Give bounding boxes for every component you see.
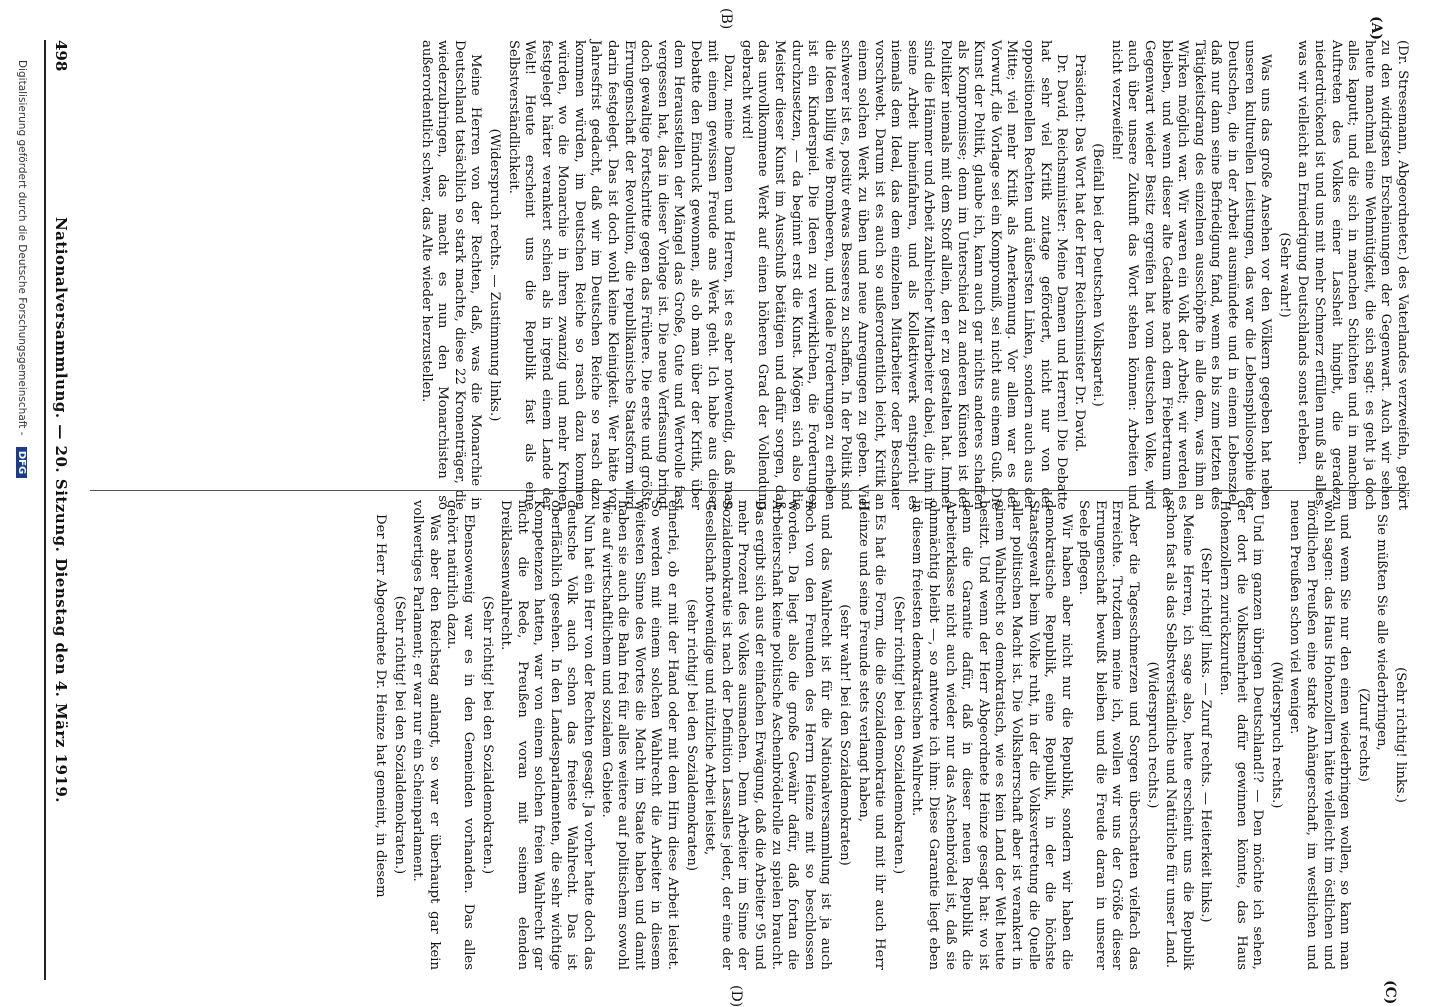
paragraph: Ebensowenig war es in den Gemeinden vorhanden. Das alles gehört natürlich dazu. — [444, 500, 476, 970]
remark: (Beifall bei der Deutschen Volkspartei.) — [1090, 143, 1106, 407]
remark: (sehr richtig! bei den Sozialdemokraten) — [683, 599, 699, 871]
margin-marker-a: (A) — [1368, 16, 1384, 41]
paragraph: Dr. David, Reichsminister: Meine Damen und Herren! Die Debatte hat sehr viel Kritik zutage gefördert, nicht nur von der oppositionellen Rechten und äußersten Linken, sondern auch aus der Mitte; viel mehr Kritik als Anerkennung. Vor allem war es der Vorwurf, die Vorlage sei ein Kompromiß, sei nicht aus einem Guß. Die Kunst der Politik, glaube ich, kann auch gar nichts anderes schaffen als Kompromisse; denn im Unterschied zu anderen Künsten ist der Politiker niemals mit dem Stoff allein, den er zu gestalten hat. Immer sind die Hämmer und Arbeit zahlreicher Mitarbeiter dabei, die ihm in seine Arbeit hineinfahren, und als Kollektivwerk entspricht es niemals dem Ideal, das dem einzelnen Mitarbeiter oder Beschauer vorschwebt. Darum ist es auch so außerordentlich leicht, Kritik an einem solchen Werk zu üben und neue Anregungen zu geben. Viel schwerer ist es, positiv etwas Besseres zu schaffen. In der Politik sind die Ideen billig wie Brombeeren, und ideale Forderungen zu erheben ist ein Kinderspiel. Die Ideen zu verwirklichen, die Forderungen durchzusetzen, — da beginnt erst die Kunst. Mögen sich also die Meister dieser Kunst im Ausschuß betätigen und dafür sorgen, daß das unvollkommene Werk auf einen höheren Grad der Vollendung gebracht wird! — [738, 40, 1070, 510]
paragraph: Meine Herren von der Rechten, daß, was die Monarchie in Deutschland tatsächlich so stark machte, diese 22 Kronenträger, die wiederzubringen, das macht es nun den Monarchisten so außerordentlich schwer, das Alte wieder herzustellen. — [418, 40, 484, 510]
paragraph: Meine Herren, ich sage also, heute erscheint uns die Republik schon fast als das Selbstverständliche und Natürliche für unser Land. — [1163, 500, 1195, 970]
remark: (Sehr richtig! links.) — [1393, 667, 1408, 803]
paragraph: und das Wahlrecht ist für die Nationalversammlung ist ja auch noch von den Freunden des Herrn Heinze mit so beschlossen worden. Da liegt also die große Gewähr dafür, daß fortan die Arbeiterschaft keine politische Aschenbrödelrolle zu spielen braucht. Das ergibt sich aus der einfachen Erwägung, daß die Arbeiter 95 und mehr Prozent des Volkes ausmachen. Denn Arbeiter im Sinne der Sozialdemokratie ist nach der Definition Lassalles jeder, der eine der Gesellschaft notwendige und nützliche Arbeit leistet, — [702, 500, 834, 970]
remark: (Widerspruch rechts.) — [1144, 661, 1160, 809]
remark: (Widerspruch rechts.) — [1268, 661, 1284, 809]
paragraph: Sie müßten Sie alle wiederbringen, — [1374, 514, 1390, 751]
remark: (Sehr richtig! links. — Zuruf rechts. — Heiterkeit links.) — [1198, 547, 1214, 923]
remark: (Sehr richtig! bei den Sozialdemokraten.) — [479, 595, 495, 875]
left-column — [416, 40, 1410, 510]
paragraph: Der Herr Abgeordnete Dr. Heinze hat gemeint, in diesem — [372, 514, 388, 898]
paragraph: Nun hat ein Herr von der Rechten gesagt: Ja vorher hatte doch das deutsche Volk auch schon das freieste Wahlrecht. Das ist oberflächlich gesehen. In den Landesparlamenten, die sehr wichtige Kompetenzen hatten, war von einem solchen freien Wahlrecht gar nicht die Rede, Preußen voran mit seinem elenden Dreiklassenwahlrecht. — [498, 500, 597, 970]
paragraph: (Dr. Stresemann, Abgeordneter.) des Vaterlandes verzweifeln, gehört zu den widrigsten Erscheinungen der Gegenwart. Auch wir sehen heute manchmal eine Wehmütigkeit, die sich sagt: es geht ja doch alles kaputt; und die sich in manchen Schichten und in manchem Auftreten des Volkes einer Lassheit hingibt, die geradezu niederdrückend ist und uns mit mehr Schmerz erfüllen muß als alles, was wir vielleicht an Erniedrigung Deutschlands sonst erleben. — [1295, 40, 1410, 510]
margin-marker-d: (D) — [728, 985, 744, 1007]
page-header — [46, 40, 76, 980]
remark: (Sehr richtig! bei den Sozialdemokraten.) — [391, 595, 407, 875]
paragraph: Was uns das große Ansehen vor den Völkern gegeben hat neben unseren kulturellen Leistungen, das war die Lebensphilosophie der Deutschen, die in der Arbeit ausmündete und in einem Lebensziel, daß nur dann seine Befriedigung fand, wenn es bis zum letzten des Tätigkeitsdrang des einzelnen ausschöpfte in alle dem, was ihm an Wirken möglich war. Wir waren ein Volk der Arbeit; wir werden es bleiben, und wenn dieser alte Gedanke nach dem Fiebertraum der Gegenwart wieder Besitz ergreifen hat vom deutschen Volke, wird auch über unsere Zukunft das Wort stehen können: Arbeiten und nicht verzweifeln! — [1108, 40, 1274, 510]
header-rule — [44, 40, 46, 980]
remark: (sehr wahr! bei den Sozialdemokraten) — [837, 604, 852, 866]
margin-marker-c: (C) — [1382, 980, 1398, 1005]
page-number: 498 — [52, 40, 70, 72]
remark: (Sehr wahr!) — [1276, 232, 1292, 318]
page-title: Nationalversammlung. — 20. Sitzung. Dienstag den 4. März 1919. — [52, 216, 70, 804]
paragraph: einerlei, ob er mit der Hand oder mit dem Hirn diese Arbeit leistet. So werden mit einem solchen Wahlrecht die Arbeiter in diesem weitesten Sinne des Wortes die Macht im Staate haben und damit haben sie auch die Bahn frei für alles weitere auf politischem sowohl wie auf wirtschaftlichem und sozialem Gebiete. — [598, 500, 681, 970]
paragraph: Aber die Tagesschmerzen und Sorgen überschatten vielfach das Erreichte. Trotzdem meine ich, wollen wir uns der Größe dieser Errungenschaft bewußt bleiben und die Freude daran in unserer Seele pflegen. — [1076, 500, 1142, 970]
right-column — [370, 500, 1410, 970]
column-divider — [90, 490, 1410, 491]
paragraph: Es hat die Form, die die Sozialdemokratie und mit ihr auch Herr Heinze und seine Freunde stets verlangt haben, — [855, 500, 888, 970]
dfg-logo: DFG — [16, 447, 27, 478]
paragraph: Präsident: Das Wort hat der Herr Reichsminister Dr. David. — [1071, 54, 1087, 453]
digitization-credit — [16, 60, 28, 478]
remark: (Zuruf rechts) — [1355, 688, 1371, 782]
remark: (Sehr richtig! bei den Sozialdemokraten.) — [890, 595, 906, 875]
paragraph: Dazu, meine Damen und Herren, ist es aber notwendig, daß man mit einem gewissen Freude ans Werk geht. Ich habe aus dieser Debatte den Eindruck gewonnen, als ob man über der Kritik, über dem Herausstellen der Mängel das Große, Gute und Wertvolle fast vergessen hat, das in dieser Vorlage ist. Die neue Verfassung bringt doch gewaltige Fortschritte gegen das Frühere. Die erste und größte Errungenschaft der Revolution, die republikanische Staatsform wird darin festgelegt. Das ist doch wohl keine Kleinigkeit. Wer hätte vor Jahresfrist gedacht, daß wir im Deutschen Reiche so rasch dazu kommen würden, im Deutschen Reiche so rasch dazu kommen würden, wo die Monarchie in ihren zwanzig und mehr Kronen festgelegt härter verankert schien als in irgend einem Lande der Welt! Heute erscheint uns die Republik fast als eine Selbstverständlichkeit. — [505, 40, 737, 510]
paragraph: Was aber den Reichstag anlangt, so war er überhaupt gar kein vollwertiges Parlament; er war nur ein Scheinparlament. — [410, 500, 442, 970]
paragraph: Und im ganzen übrigen Deutschland!? — Den möchte ich sehen, der dort die Volksmehrheit dafür gewinnen könnte, das Haus Hohenzollern zurückzurufen. — [1217, 500, 1266, 970]
margin-marker-b: (B) — [718, 8, 734, 30]
paragraph: und wenn Sie nur den einen wiederbringen wollen, so kann man wohl sagen: das Haus Hohenzollern hätte vielleicht im östlichen und nördlichen Preußen eine starke Anhängerschaft, im westlichen und neuen Preußen schon viel weniger. — [1287, 500, 1353, 970]
paragraph: Wir haben aber nicht nur die Republik, sondern wir haben die demokratische Republik, eine Republik, in der die höchste Staatsgewalt beim Volke ruht, in der die Volksvertretung die Quelle aller politischen Macht ist. Die Volksherrschaft aber ist verankert in einem Wahlrecht so demokratisch, wie es kein Land der Welt heute besitzt. Und wenn der Herr Abgeordnete Heinze gesagt hat: wo ist denn die Garantie dafür, daß in dieser neuen Republik die Arbeiterklasse nicht auch wieder nur das Aschenbrödel ist, daß sie ohnmächtig bleibt —, so antworte ich ihm: Diese Garantie liegt eben in diesem freiesten demokratischen Wahlrecht. — [909, 500, 1074, 970]
credit-text: Digitalisierung gefördert durch die Deutsche Forschungsgemeinschaft - — [16, 60, 28, 436]
remark: (Widerspruch rechts. — Zustimmung links.) — [486, 128, 502, 422]
